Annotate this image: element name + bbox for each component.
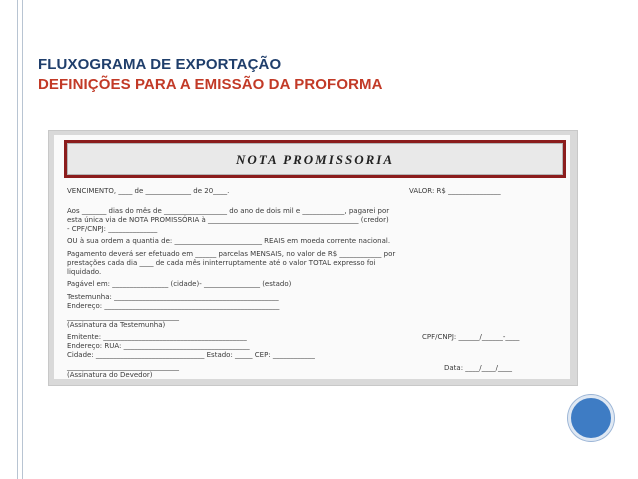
slide-title: FLUXOGRAMA DE EXPORTAÇÃO bbox=[38, 56, 282, 73]
form-line: esta única via de NOTA PROMISSÓRIA à ___________________________________________ (credor) bbox=[67, 216, 389, 224]
form-line: Aos _______ dias do mês de __________________ do ano de dois mil e ____________, pagarei por bbox=[67, 207, 390, 215]
form-line: (Assinatura da Testemunha) bbox=[67, 321, 166, 329]
form-line: ________________________________ bbox=[67, 313, 179, 321]
form-line: VENCIMENTO, ____ de _____________ de 20____. bbox=[67, 187, 230, 195]
form-line: - CPF/CNPJ: ______________ bbox=[67, 225, 158, 233]
form-line: Endereço: RUA: ____________________________________ bbox=[67, 342, 250, 350]
note-banner bbox=[64, 140, 566, 178]
form-line: Endereço: __________________________________________________ bbox=[67, 302, 280, 310]
decorative-rule-left bbox=[17, 0, 18, 479]
form-data: Data: ____/____/____ bbox=[444, 364, 513, 372]
form-line: ________________________________ bbox=[67, 363, 179, 371]
form-line: OU à sua ordem a quantia de: _________________________ REAIS em moeda corrente nacional. bbox=[67, 237, 391, 245]
form-line: Pagável em: ________________ (cidade)- ________________ (estado) bbox=[67, 280, 292, 288]
form-line: Cidade: _______________________________ Estado: _____ CEP: ____________ bbox=[67, 351, 315, 359]
form-line: Emitente: _________________________________________ bbox=[67, 333, 247, 341]
form-valor: VALOR: R$ _______________ bbox=[409, 187, 501, 195]
promissory-note-image bbox=[48, 130, 578, 386]
slide-subtitle: DEFINIÇÕES PARA A EMISSÃO DA PROFORMA bbox=[38, 76, 383, 93]
form-line: Pagamento deverá ser efetuado em ______ parcelas MENSAIS, no valor de R$ ____________ por bbox=[67, 250, 396, 258]
form-line: liquidado. bbox=[67, 268, 102, 276]
decorative-circle bbox=[568, 395, 614, 441]
form-line: (Assinatura do Devedor) bbox=[67, 371, 153, 379]
form-cpf: CPF/CNPJ: ______/______-____ bbox=[422, 333, 520, 341]
note-heading: NOTA PROMISSORIA bbox=[235, 152, 395, 167]
promissory-note-form bbox=[54, 135, 570, 379]
decorative-rule-right bbox=[22, 0, 23, 479]
form-line: prestações cada dia ____ de cada mês ininterruptamente até o valor TOTAL expresso foi bbox=[67, 259, 376, 267]
form-line: Testemunha: _______________________________________________ bbox=[67, 293, 279, 301]
